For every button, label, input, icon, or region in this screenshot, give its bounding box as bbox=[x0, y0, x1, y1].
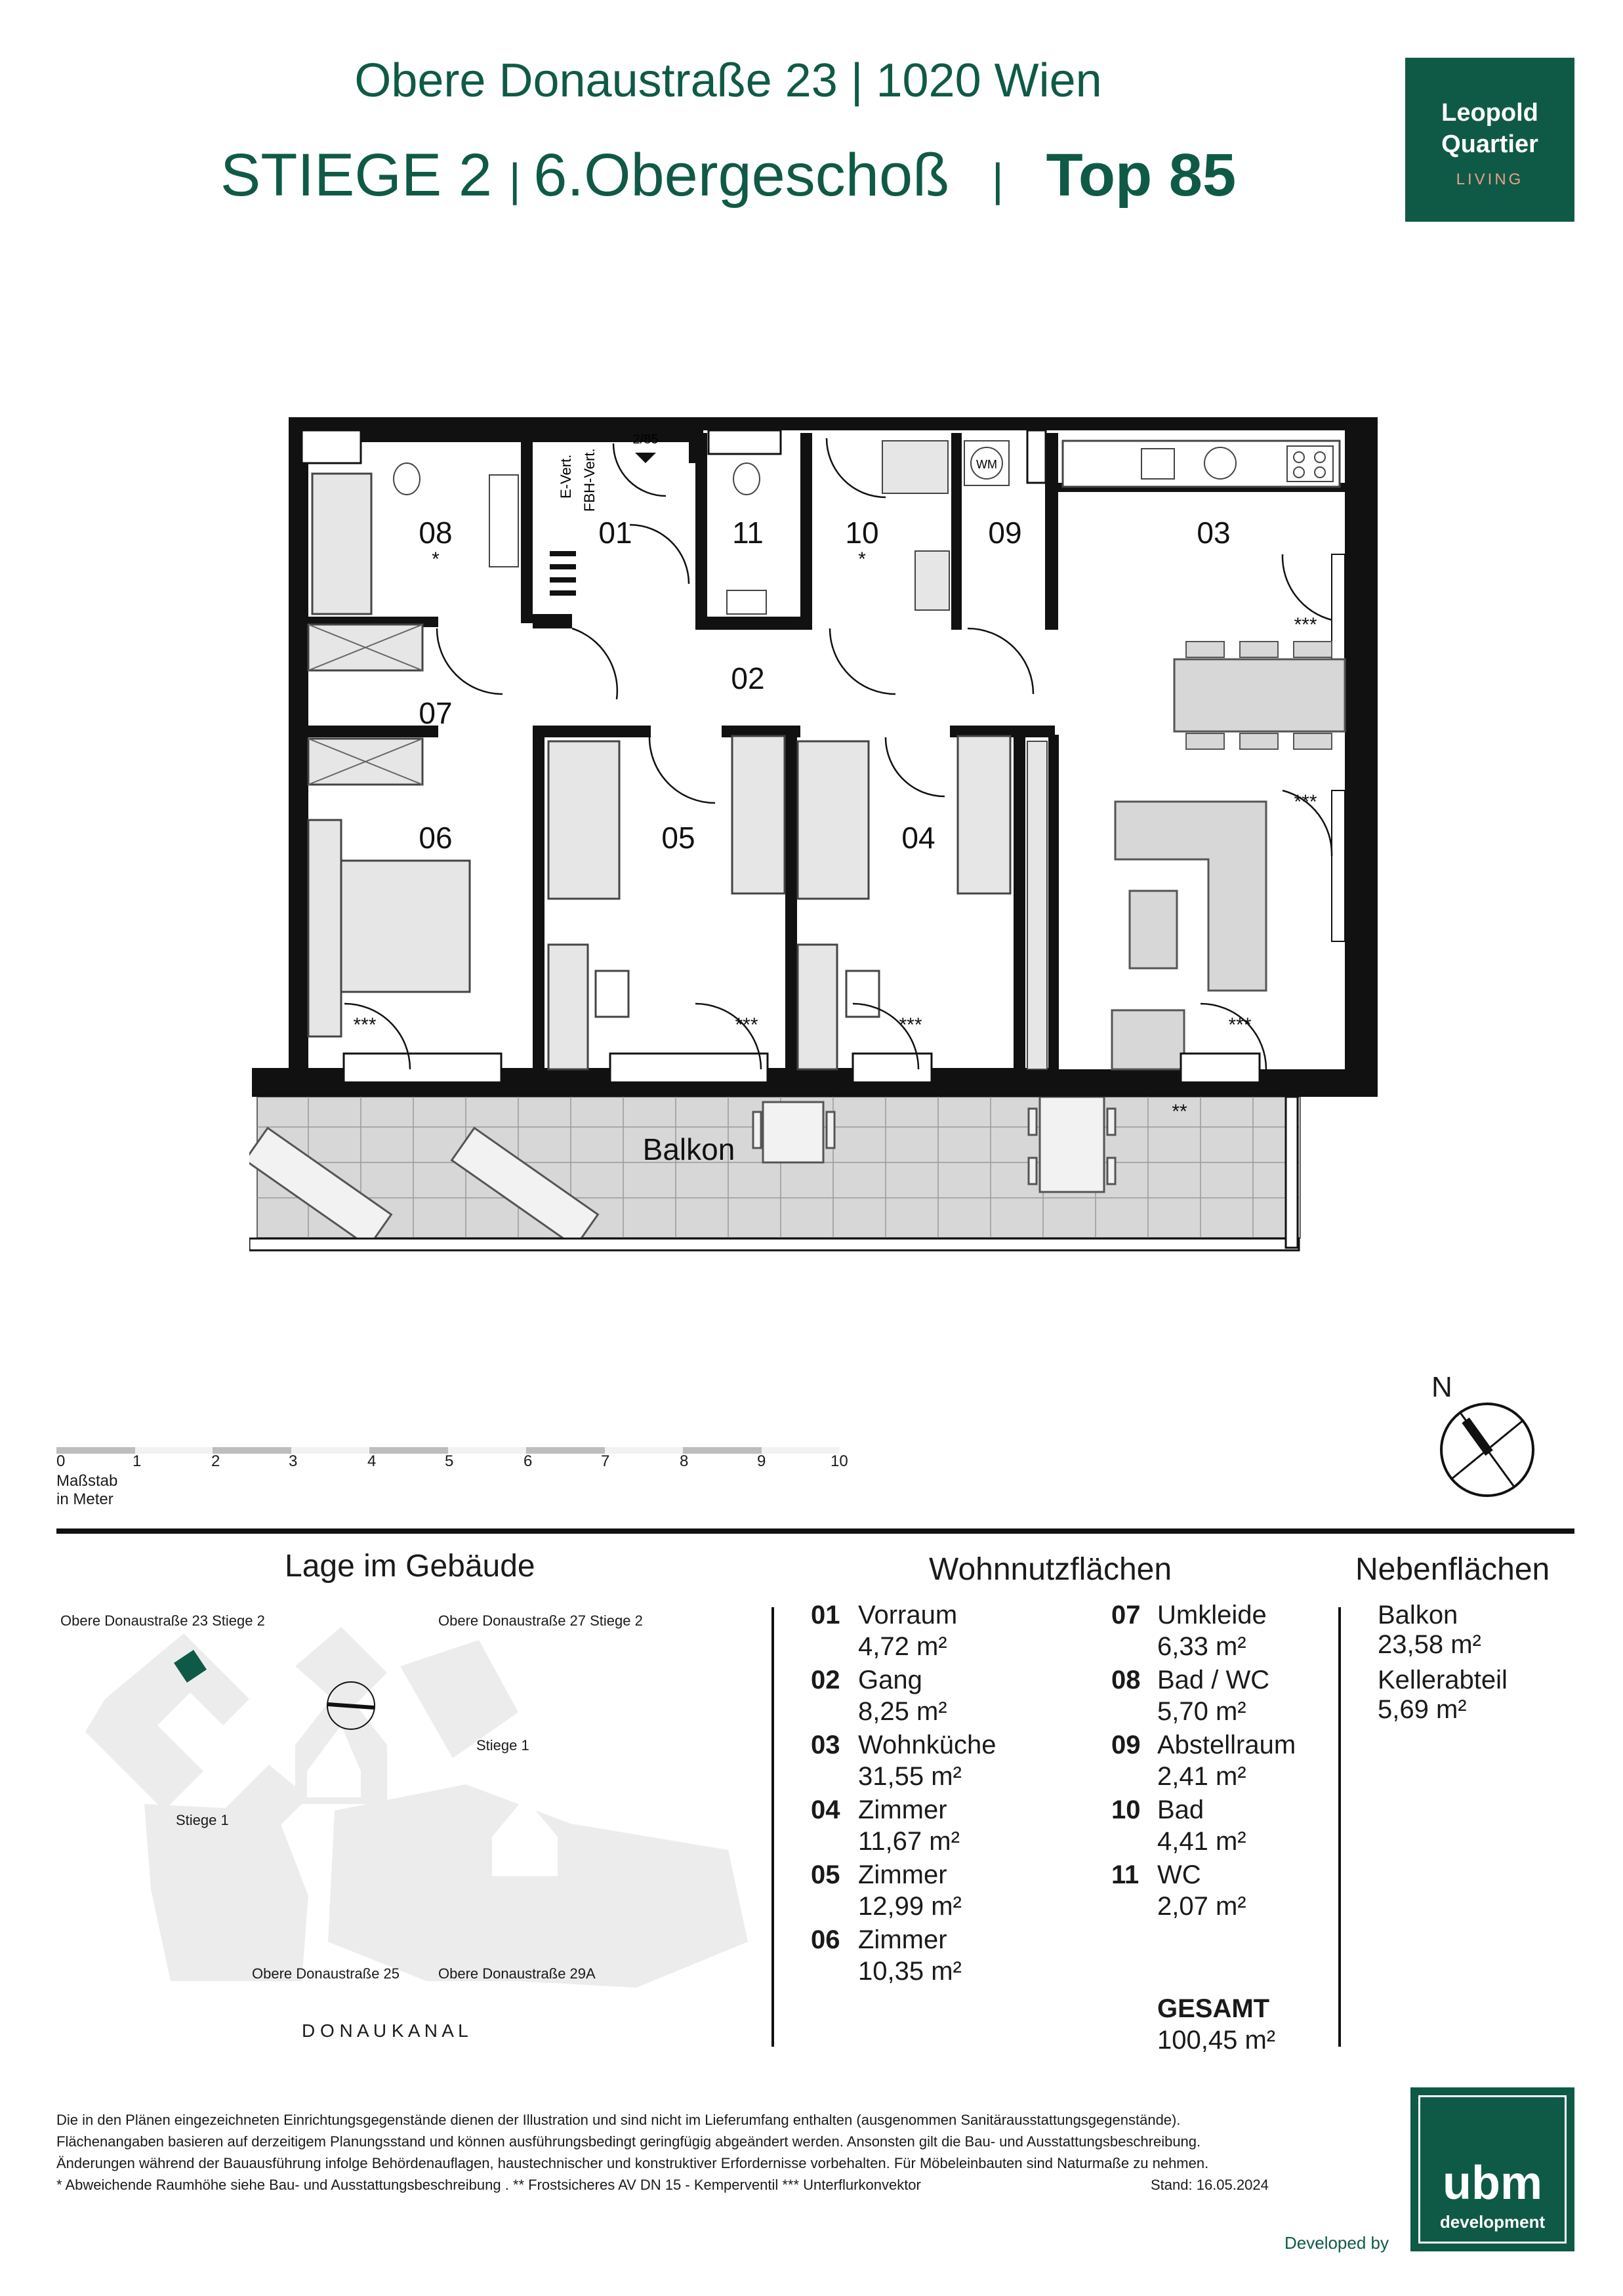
scale-tick-7: 7 bbox=[601, 1452, 610, 1470]
date-stamp: Stand: 16.05.2024 bbox=[1151, 2177, 1269, 2193]
map-label-od27: Obere Donaustraße 27 Stiege 2 bbox=[438, 1612, 643, 1629]
floor-label: 6.Obergeschoß bbox=[533, 142, 950, 209]
total-label: GESAMT bbox=[1157, 1994, 1270, 2023]
wm-label: WM bbox=[976, 458, 997, 471]
location-map bbox=[59, 1614, 768, 2034]
scale-tick-10: 10 bbox=[831, 1452, 848, 1470]
section-divider bbox=[56, 1528, 1574, 1534]
scale-bar-graphic bbox=[56, 1443, 857, 1456]
room-label-01: 01 bbox=[598, 516, 632, 550]
e-vert-label: E-Vert. bbox=[558, 454, 574, 499]
secondary-heading: Nebenflächen bbox=[1355, 1552, 1550, 1587]
scale-tick-0: 0 bbox=[56, 1452, 66, 1470]
stars-03a: *** bbox=[1294, 614, 1317, 636]
stair-label: STIEGE 2 bbox=[220, 142, 493, 209]
secondary-list bbox=[1378, 1601, 1508, 1731]
scale-label: Maßstab in Meter bbox=[56, 1472, 118, 1508]
star-10: * bbox=[858, 548, 866, 570]
room-label-06: 06 bbox=[419, 821, 453, 855]
floor-plan bbox=[249, 407, 1378, 1260]
stars-03c: *** bbox=[1228, 1014, 1252, 1036]
door-id: 2/85 bbox=[632, 432, 659, 447]
room-label-09: 09 bbox=[988, 516, 1022, 550]
areas-left-divider bbox=[771, 1607, 774, 2047]
area-row: 08 Bad / WC 5,70 m² bbox=[1111, 1666, 1270, 1726]
stars-04: *** bbox=[899, 1014, 922, 1036]
scale-tick-6: 6 bbox=[524, 1452, 533, 1470]
stars-balcony: ** bbox=[1172, 1101, 1187, 1122]
scale-tick-5: 5 bbox=[445, 1452, 454, 1470]
area-row: 10 Bad 4,41 m² bbox=[1111, 1795, 1246, 1856]
area-row: 03 Wohnküche 31,55 m² bbox=[811, 1731, 996, 1791]
map-label-od23: Obere Donaustraße 23 Stiege 2 bbox=[60, 1612, 265, 1629]
star-08: * bbox=[432, 548, 440, 570]
north-label: N bbox=[1431, 1371, 1452, 1403]
area-row: 09 Abstellraum 2,41 m² bbox=[1111, 1731, 1296, 1791]
area-row: 11 WC 2,07 m² bbox=[1111, 1860, 1246, 1921]
room-label-10: 10 bbox=[845, 516, 879, 550]
balcony-label: Balkon bbox=[642, 1132, 735, 1166]
room-label-07: 07 bbox=[419, 696, 453, 730]
secondary-row: Kellerabteil 5,69 m² bbox=[1378, 1666, 1508, 1724]
room-label-05: 05 bbox=[661, 821, 695, 855]
area-row: 04 Zimmer 11,67 m² bbox=[811, 1795, 960, 1856]
total-value: 100,45 m² bbox=[1157, 2026, 1276, 2055]
map-label-od25: Obere Donaustraße 25 bbox=[252, 1965, 400, 1982]
secondary-divider bbox=[1338, 1607, 1341, 2047]
room-label-04: 04 bbox=[901, 821, 935, 855]
area-row: 07 Umkleide 6,33 m² bbox=[1111, 1601, 1267, 1661]
areas-col-2 bbox=[1111, 1601, 1361, 1925]
room-label-11: 11 bbox=[732, 516, 764, 550]
scale-tick-4: 4 bbox=[367, 1452, 377, 1470]
address-title: Obere Donaustraße 23 | 1020 Wien bbox=[354, 54, 1102, 107]
stars-06: *** bbox=[353, 1014, 377, 1036]
location-heading: Lage im Gebäude bbox=[285, 1549, 535, 1584]
map-label-canal: D O N A U K A N A L bbox=[302, 2020, 468, 2041]
unit-label: Top 85 bbox=[1046, 142, 1237, 209]
scale-tick-1: 1 bbox=[133, 1452, 142, 1470]
balcony-area bbox=[249, 1097, 1300, 1250]
areas-col-1 bbox=[811, 1601, 1099, 1990]
secondary-row: Balkon 23,58 m² bbox=[1378, 1601, 1481, 1659]
map-label-od29a: Obere Donaustraße 29A bbox=[438, 1965, 596, 1982]
scale-tick-8: 8 bbox=[680, 1452, 689, 1470]
unit-title: STIEGE 2 | 6.Obergeschoß | Top 85 bbox=[220, 142, 1237, 209]
area-row: 01 Vorraum 4,72 m² bbox=[811, 1601, 958, 1661]
disclaimer: Die in den Plänen eingezeichneten Einrichtungsgegenstände dienen der Illustration und sind nicht im Lieferumfang enthalten (ausgenommen Sanitärausstattungsgegenstände). Flächenangaben basieren auf derzeitigem Planungsstand und können ausführungsbedingt geringfügig abgeändert werden. Ansonsten gilt die Bau- und Ausstattungsbeschreibung. Änderungen während der Bauausführung infolge Behördenauflagen, haustechnischer und konstruktiver Erfordernisse vorbehalten. Für Möbeleinbauten sind Naturmaße zu nehmen. * Abweichende Raumhöhe siehe Bau- und Ausstattungsbeschreibung . ** Frostsicheres AV DN 15 - Kemperventil *** Unterflurkonvektor Stand: 16.05.2024 bbox=[56, 2109, 1303, 2196]
stars-05: *** bbox=[735, 1014, 758, 1036]
north-arrow-icon bbox=[1438, 1401, 1536, 1499]
room-label-02: 02 bbox=[731, 661, 765, 695]
scale-tick-2: 2 bbox=[211, 1452, 220, 1470]
area-row: 06 Zimmer 10,35 m² bbox=[811, 1925, 962, 1986]
stars-03b: *** bbox=[1294, 791, 1317, 813]
room-label-08: 08 bbox=[419, 516, 453, 550]
areas-heading: Wohnnutzflächen bbox=[929, 1552, 1172, 1587]
scale-tick-3: 3 bbox=[289, 1452, 298, 1470]
area-row: 05 Zimmer 12,99 m² bbox=[811, 1860, 962, 1921]
developed-by-label: Developed by bbox=[1284, 2233, 1389, 2253]
area-row: 02 Gang 8,25 m² bbox=[811, 1666, 947, 1726]
map-label-stiege1-left: Stiege 1 bbox=[176, 1812, 229, 1828]
ubm-logo: ubm development bbox=[1410, 2087, 1574, 2251]
fbh-vert-label: FBH-Vert. bbox=[581, 448, 598, 512]
room-label-03: 03 bbox=[1197, 516, 1231, 550]
scale-tick-9: 9 bbox=[757, 1452, 766, 1470]
map-label-stiege1-right: Stiege 1 bbox=[476, 1737, 529, 1753]
leopold-quartier-logo: Leopold Quartier LIVING bbox=[1405, 58, 1574, 222]
